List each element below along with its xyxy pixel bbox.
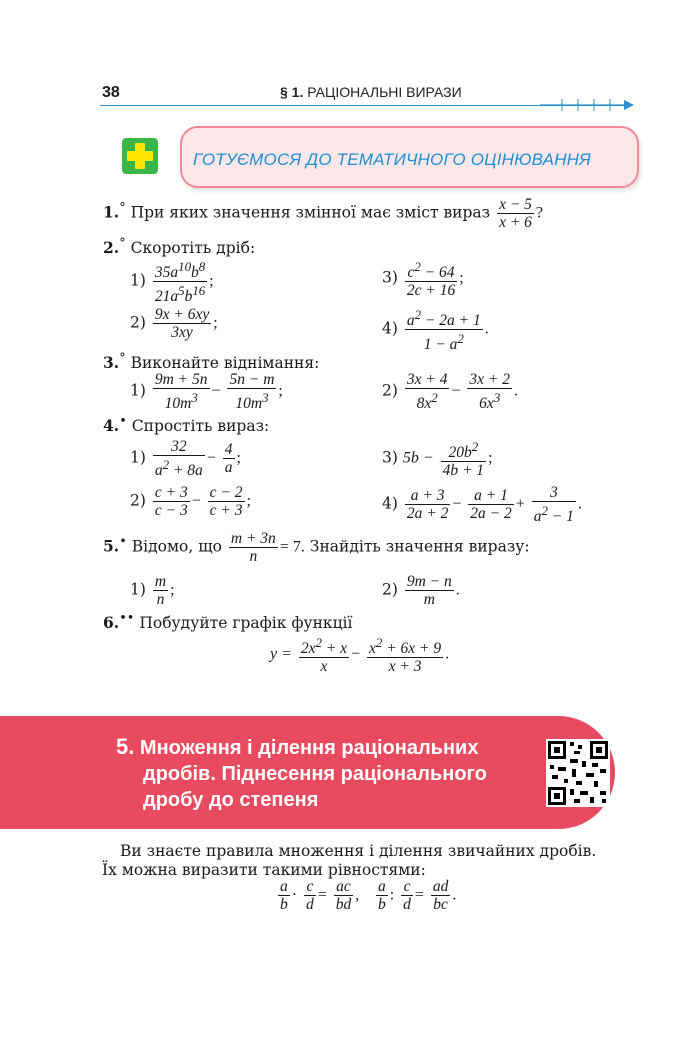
fraction: $\frac{9m + 5n}{10m^3}$ [154,371,208,413]
task-number: 4. [103,416,120,436]
fraction: $\frac{ac}{bd}$ [335,878,352,913]
task-5-item-1: 1) $\frac{m}{n}$ ; [130,573,175,608]
fraction: $\frac{c + 3}{c - 3}$ [154,484,188,519]
fraction: $\frac{x - 5}{x + 6}$ [499,196,532,231]
task-number: 6. [103,613,120,633]
fraction: $\frac{4}{a}$ [224,441,233,477]
task-number: 5. [103,536,120,556]
task-number: 3. [103,353,120,373]
fraction: $\frac{m}{n}$ [154,573,167,608]
fraction: $\frac{a}{b}$ [378,878,386,913]
fraction: $\frac{9x + 6xy}{3xy}$ [154,306,210,341]
fraction: $\frac{x^2 + 6x + 9}{x + 3}$ [369,635,442,676]
item-label: 2) [130,313,146,332]
fraction: $\frac{a}{b}$ [280,878,288,913]
task-mark: • [119,534,127,550]
fraction: $\frac{c^2 - 64}{2c + 16}$ [406,259,456,300]
task-text: При яких значення змінної має зміст вираз [130,203,491,222]
task-2 [103,236,255,257]
task-5-item-2: 2) $\frac{9m - n}{m}$ . [382,573,460,608]
task-text: Спростіть вираз: [131,417,270,436]
section-5-number: 5. [116,734,135,759]
section-title: РАЦІОНАЛЬНІ ВИРАЗИ [307,84,462,100]
section-label: § 1. [280,84,304,100]
qr-code-icon[interactable] [546,739,610,807]
fraction: $\frac{m + 3n}{n}$ [230,530,276,565]
task-6 [103,611,352,632]
task-4-item-2: 2) $\frac{c + 3}{c - 3}$ − $\frac{c - 2}{c + 3}$ ; [130,484,251,519]
banner-title: ГОТУЄМОСЯ ДО ТЕМАТИЧНОГО ОЦІНЮВАННЯ [193,150,591,169]
task-2-item-3: 3) $\frac{c^2 - 64}{2c + 16}$ ; [382,259,464,300]
task-mark: •• [119,611,135,626]
fraction: $\frac{a + 3}{2a + 2}$ [406,487,449,523]
fraction: $\frac{c}{d}$ [306,878,314,913]
task-5: 5.• Відомо, що $\frac{m + 3n}{n}$ = 7. Знайдіть значення виразу: [103,530,530,565]
item-label: 2) [130,491,146,510]
section-header [280,84,462,100]
fraction: $\frac{9m - n}{m}$ [406,573,452,608]
intro-line-2: Їх можна виразити такими рівностями: [102,861,426,879]
task-6-formula: y = $\frac{2x^2 + x}{x}$ − $\frac{x^2 + 6x + 9}{x + 3}$ . [270,635,450,676]
item-label: 4) [382,319,398,338]
task-4-item-1: 1) $\frac{32}{a^2 + 8a}$ − $\frac{4}{a}$ ; [130,438,241,480]
intro-line-1: Ви знаєте правила множення і ділення звичайних дробів. [120,842,597,860]
section-5-title-line-3: дробу до степеня [143,789,319,811]
task-4-item-4: 4) $\frac{a + 3}{2a + 2}$ − $\frac{a + 1}{2a - 2}$ + $\frac{3}{a^2 - 1}$ . [382,484,582,526]
task-text: Відомо, що [131,537,222,556]
fraction: $\frac{20b^2}{4b + 1}$ [442,439,485,480]
task-text: Побудуйте графік функції [139,614,353,633]
task-number: 2. [103,238,120,258]
page-number: 38 [102,84,120,101]
item-label: 1) [130,448,146,467]
task-mark: ° [119,200,126,216]
fraction: $\frac{ad}{bc}$ [432,878,449,913]
task-2-item-2: 2) $\frac{9x + 6xy}{3xy}$ ; [130,306,218,341]
arrow-ruler-icon [540,99,635,113]
task-2-item-1: 1) $\frac{35a^{10}b^8}{21a^5b^{16}}$ ; [130,259,214,306]
task-number: 1. [103,202,120,222]
section-5-title-line-2: дробів. Піднесення раціонального [143,763,487,785]
task-mark: ° [119,236,126,251]
item-label: 3) [382,268,398,287]
item-label: 2) [382,381,398,400]
task-text: Виконайте віднімання: [130,354,320,373]
fraction: $\frac{5n - m}{10m^3}$ [229,371,275,413]
fraction: $\frac{c - 2}{c + 3}$ [209,484,243,519]
fraction: $\frac{32}{a^2 + 8a}$ [154,438,203,480]
task-mark: • [119,414,127,429]
section-5-title-line-1: Множення і ділення раціональних [139,737,479,759]
task-text-2: Знайдіть значення виразу: [309,537,530,556]
section-5-title [116,734,546,813]
item-label: 1) [130,381,146,400]
fraction: $\frac{a^2 - 2a + 1}{1 - a^2}$ [406,307,481,354]
intro-paragraph [102,842,637,880]
task-2-item-4: 4) $\frac{a^2 - 2a + 1}{1 - a^2}$ . [382,307,489,354]
plus-icon [122,138,158,174]
task-3 [103,351,319,372]
item-label: 3) [382,448,398,467]
fraction: $\frac{2x^2 + x}{x}$ [300,635,348,676]
task-4 [103,414,269,435]
item-label: 2) [382,580,398,599]
task-4-item-3: 3) 5b − $\frac{20b^2}{4b + 1}$ ; [382,439,493,480]
task-3-item-1: 1) $\frac{9m + 5n}{10m^3}$ − $\frac{5n - m}{10m^3}$ ; [130,371,283,413]
fraction: $\frac{3x + 2}{6x^3}$ [469,371,511,413]
task-mark: ° [119,351,126,366]
rule-formulas: $\frac{a}{b}$ · $\frac{c}{d}$ = $\frac{ac}{bd}$ , $\frac{a}{b}$ : $\frac{c}{d}$ = $\frac{ad}{bc}$ . [280,878,457,913]
fraction: $\frac{3x + 4}{8x^2}$ [406,371,448,413]
item-label: 1) [130,271,146,290]
fraction: $\frac{c}{d}$ [403,878,411,913]
item-label: 1) [130,580,146,599]
task-text: Скоротіть дріб: [130,239,256,258]
item-label: 4) [382,494,398,513]
fraction: $\frac{a + 1}{2a - 2}$ [470,487,512,523]
task-1: 1.° При яких значення змінної має зміст вираз $\frac{x - 5}{x + 6}$ ? [103,196,544,231]
task-3-item-2: 2) $\frac{3x + 4}{8x^2}$ − $\frac{3x + 2}{6x^3}$ . [382,371,519,413]
fraction: $\frac{35a^{10}b^8}{21a^5b^{16}}$ [154,259,206,306]
fraction: $\frac{3}{a^2 - 1}$ [533,484,574,526]
